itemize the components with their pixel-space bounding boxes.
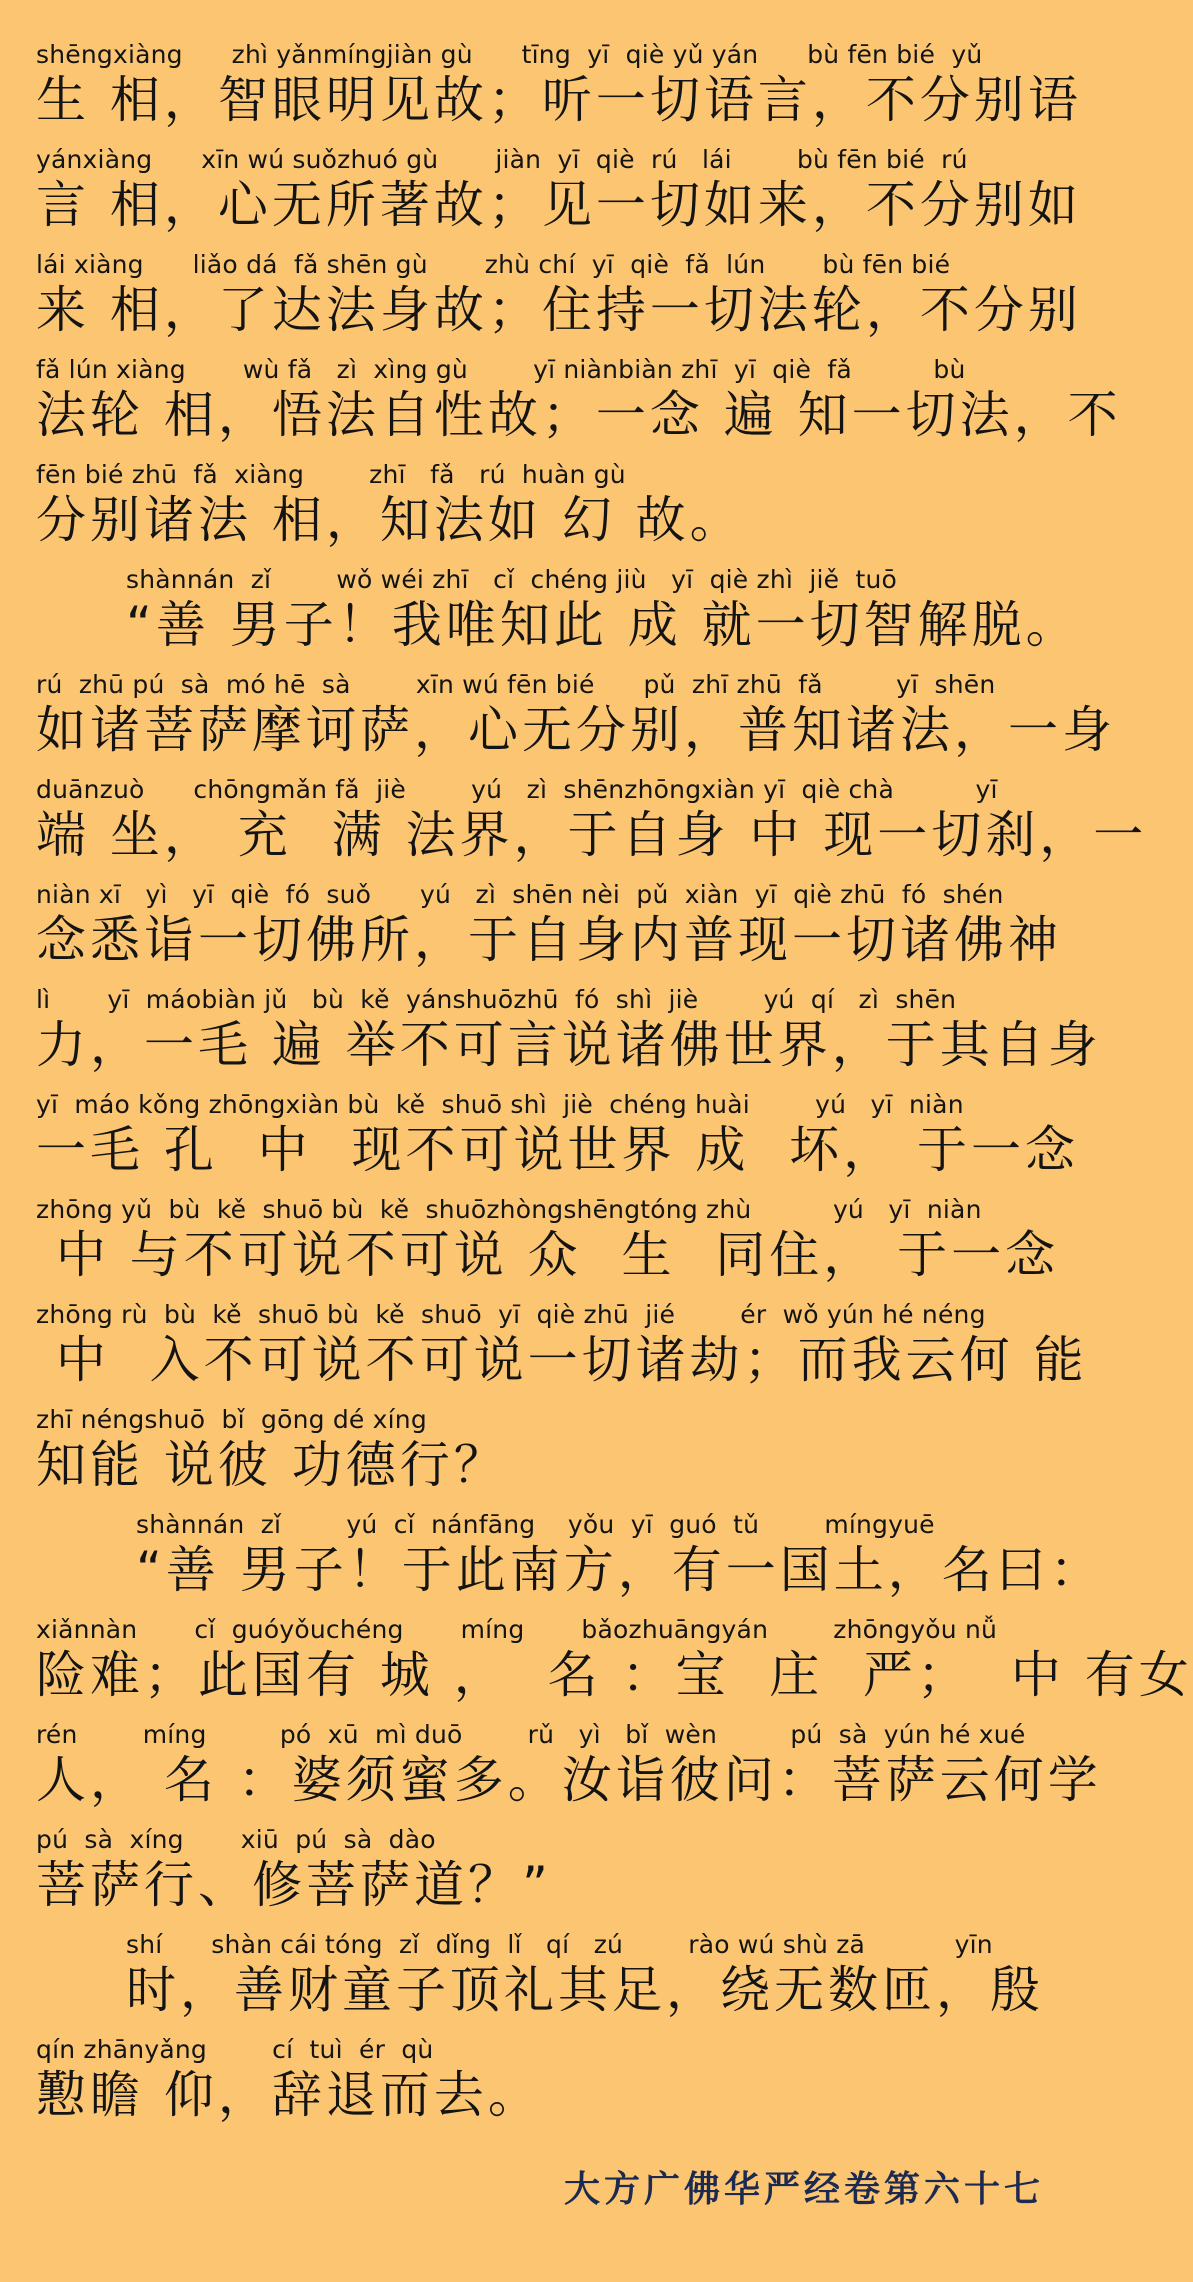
text-line [36,1510,1104,1615]
text-line [36,985,1102,1090]
text-line [36,1195,1060,1300]
chinese-text: 一毛 孔 中 现不可说世界 成 坏， 于一念 [36,1121,1080,1179]
text-line [36,460,1048,565]
pinyin-annotation: niàn xī yì yī qiè fó suǒ yú zì shēn nèi pǔ xiàn yī qiè zhū fó shén [36,880,1004,909]
pinyin-annotation: zhōng rù bù kě shuō bù kě shuō yī qiè zhū jié ér wǒ yún hé néng [36,1300,986,1329]
pinyin-annotation: duānzuò chōngmǎn fǎ jiè yú zì shēnzhōngxiàn yī qiè chà yī [36,775,998,804]
pinyin-annotation: rén míng pó xū mì duō rǔ yì bǐ wèn pú sà yún hé xué [36,1720,1026,1749]
pinyin-annotation: pú sà xíng xiū pú sà dào [36,1825,436,1854]
chinese-text: 力，一毛 遍 举不可言说诸佛世界，于其自身 [36,1016,1102,1074]
chinese-text: 知能 说彼 功德行？ [36,1436,508,1494]
pinyin-annotation: rú zhū pú sà mó hē sà xīn wú fēn bié pǔ zhī zhū fǎ yī shēn [36,670,996,699]
text-line [36,2035,1048,2140]
pinyin-annotation: yánxiàng xīn wú suǒzhuó gù jiàn yī qiè rú lái bù fēn bié rú [36,145,968,174]
chinese-text: 中 与不可说不可说 众 生 同住， 于一念 [36,1226,1060,1284]
chinese-text: 分别诸法 相，知法如 幻 故。 [36,491,744,549]
text-line [36,1825,1048,1930]
text-line [36,1090,1080,1195]
chinese-text: “善 男子！于此南方，有一国土，名曰： [136,1541,1104,1599]
pinyin-annotation: shí shàn cái tóng zǐ dǐng lǐ qí zú rào wú shù zā yīn [126,1930,993,1959]
chinese-text: 来 相，了达法身故；住持一切法轮，不分别 [36,281,1082,339]
scripture-title-footer: 大方广佛华严经卷第六十七 [563,2168,1044,2210]
text-line [36,880,1062,985]
text-line [36,145,1082,250]
chinese-text: 生 相，智眼明见故；听一切语言，不分别语 [36,71,1082,129]
pinyin-annotation: xiǎnnàn cǐ guóyǒuchéng míng bǎozhuāngyán zhōngyǒu nǚ [36,1615,998,1644]
scripture-text [36,40,1193,2140]
text-line [36,670,1116,775]
pinyin-annotation: shēngxiàng zhì yǎnmíngjiàn gù tīng yī qiè yǔ yán bù fēn bié yǔ [36,40,983,69]
pinyin-annotation: shànnán zǐ yú cǐ nánfāng yǒu yī guó tǔ míngyuē [136,1510,935,1539]
pinyin-annotation: fǎ lún xiàng wù fǎ zì xìng gù yī niànbiàn zhī yī qiè fǎ bù [36,355,966,384]
text-line [36,355,1122,460]
chinese-text: 懃瞻 仰，辞退而去。 [36,2066,542,2124]
pinyin-annotation: yī máo kǒng zhōngxiàn bù kě shuō shì jiè chéng huài yú yī niàn [36,1090,964,1119]
pinyin-annotation: shànnán zǐ wǒ wéi zhī cǐ chéng jiù yī qiè zhì jiě tuō [126,565,898,594]
chinese-text: 时，善财童子顶礼其足，绕无数匝，殷 [126,1961,1044,2019]
pinyin-annotation: zhōng yǔ bù kě shuō bù kě shuōzhòngshēngtóng zhù yú yī niàn [36,1195,982,1224]
text-line [36,1405,1048,1510]
chinese-text: 念悉诣一切佛所，于自身内普现一切诸佛神 [36,911,1062,969]
pinyin-annotation: lái xiàng liǎo dá fǎ shēn gù zhù chí yī qiè fǎ lún bù fēn bié [36,250,951,279]
chinese-text: 险难；此国有 城 ， 名 ：宝 庄 严； 中 有女 [36,1646,1193,1704]
pinyin-annotation: zhī néngshuō bǐ gōng dé xíng [36,1405,427,1434]
pinyin-annotation: fēn bié zhū fǎ xiàng zhī fǎ rú huàn gù [36,460,626,489]
chinese-text: 法轮 相，悟法自性故；一念 遍 知一切法，不 [36,386,1122,444]
chinese-text: “善 男子！我唯知此 成 就一切智解脱。 [126,596,1080,654]
chinese-text: 菩萨行、修菩萨道？” [36,1856,552,1914]
pinyin-annotation: qín zhānyǎng cí tuì ér qù [36,2035,434,2064]
chinese-text: 如诸菩萨摩诃萨，心无分别，普知诸法，一身 [36,701,1116,759]
text-line [36,775,1148,880]
chinese-text: 人， 名 ：婆须蜜多。汝诣彼问：菩萨云何学 [36,1751,1102,1809]
chinese-text: 端 坐， 充 满 法界，于自身 中 现一切刹，一 [36,806,1148,864]
text-line [36,565,1080,670]
text-line [36,1930,1048,2035]
text-line [36,1720,1102,1825]
text-line [36,40,1082,145]
text-line [36,1615,1193,1720]
text-line [36,1300,1088,1405]
chinese-text: 言 相，心无所著故；见一切如来，不分别如 [36,176,1082,234]
text-line [36,250,1082,355]
chinese-text: 中 入不可说不可说一切诸劫；而我云何 能 [36,1331,1088,1389]
pinyin-annotation: lì yī máobiàn jǔ bù kě yánshuōzhū fó shì jiè yú qí zì shēn [36,985,957,1014]
